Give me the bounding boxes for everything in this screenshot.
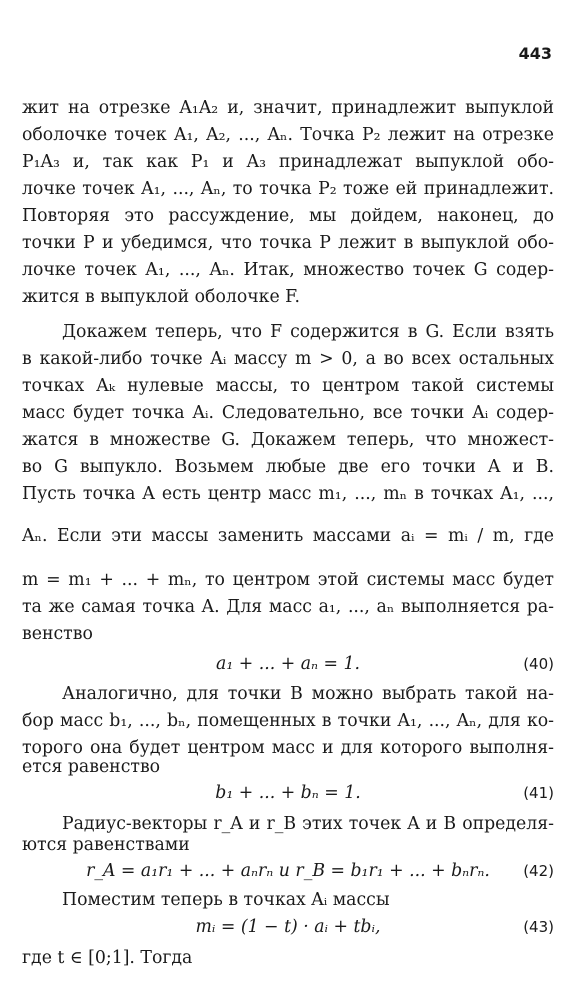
page-number: 443 [518,44,552,63]
text-line: P₁A₃ и, так как P₁ и A₃ принадлежат выпуклой обо- [22,152,554,172]
text-line: лочке точек A₁, ..., Aₙ, то точка P₂ тоже ей принадлежит. [22,179,554,199]
equation-formula: b₁ + ... + bₙ = 1. [215,783,361,803]
text-line: венство [22,624,93,644]
text-line: жит на отрезке A₁A₂ и, значит, принадлежит выпуклой [22,98,554,118]
equation-formula: a₁ + ... + aₙ = 1. [216,654,360,674]
equation-formula: mᵢ = (1 − t) · aᵢ + tbᵢ, [195,917,381,937]
text-line: Поместим теперь в точках Aᵢ массы [62,890,390,910]
text-line: Докажем теперь, что F содержится в G. Если взять [62,322,554,342]
equation-40 [22,650,554,678]
text-line: в какой-либо точке Aᵢ массу m > 0, а во всех остальных [22,349,554,369]
equation-number: (43) [523,918,554,936]
equation-number: (41) [523,784,554,802]
text-line: где t ∈ [0;1]. Тогда [22,948,193,968]
text-line: Пусть точка A есть центр масс m₁, ..., mₙ в точках A₁, ..., [22,484,554,504]
text-line: Радиус-векторы r_A и r_B этих точек A и B определя- [62,814,554,834]
text-line: Aₙ. Если эти массы заменить массами aᵢ = mᵢ / m, где [22,526,554,546]
text-line: лочке точек A₁, ..., Aₙ. Итак, множество точек G содер- [22,260,554,280]
text-line: та же самая точка A. Для масс a₁, ..., aₙ выполняется ра- [22,597,554,617]
text-line: жатся в множестве G. Докажем теперь, что множест- [22,430,554,450]
text-line: жится в выпуклой оболочке F. [22,287,300,307]
equation-42 [22,857,554,885]
text-line: во G выпукло. Возьмем любые две его точки A и B. [22,457,554,477]
text-line: Аналогично, для точки B можно выбрать такой на- [62,684,554,704]
text-line: точках Aₖ нулевые массы, то центром такой системы [22,376,554,396]
text-line: m = m₁ + ... + mₙ, то центром этой системы масс будет [22,570,554,590]
equation-number: (42) [523,862,554,880]
equation-41 [22,779,554,807]
text-line: бор масс b₁, ..., bₙ, помещенных в точки A₁, ..., Aₙ, для ко- [22,711,554,731]
equation-number: (40) [523,655,554,673]
text-line: ются равенствами [22,835,190,855]
text-line: точки P и убедимся, что точка P лежит в выпуклой обо- [22,233,554,253]
text-line: масс будет точка Aᵢ. Следовательно, все точки Aᵢ содер- [22,403,554,423]
equation-formula: r_A = a₁r₁ + ... + aₙrₙ и r_B = b₁r₁ + ... + bₙrₙ. [86,861,490,881]
text-line: торого она будет центром масс и для которого выполня- [22,738,554,758]
text-line: оболочке точек A₁, A₂, ..., Aₙ. Точка P₂ лежит на отрезке [22,125,554,145]
text-line: Повторяя это рассуждение, мы дойдем, наконец, до [22,206,554,226]
equation-43 [22,913,554,941]
text-line: ется равенство [22,757,161,777]
